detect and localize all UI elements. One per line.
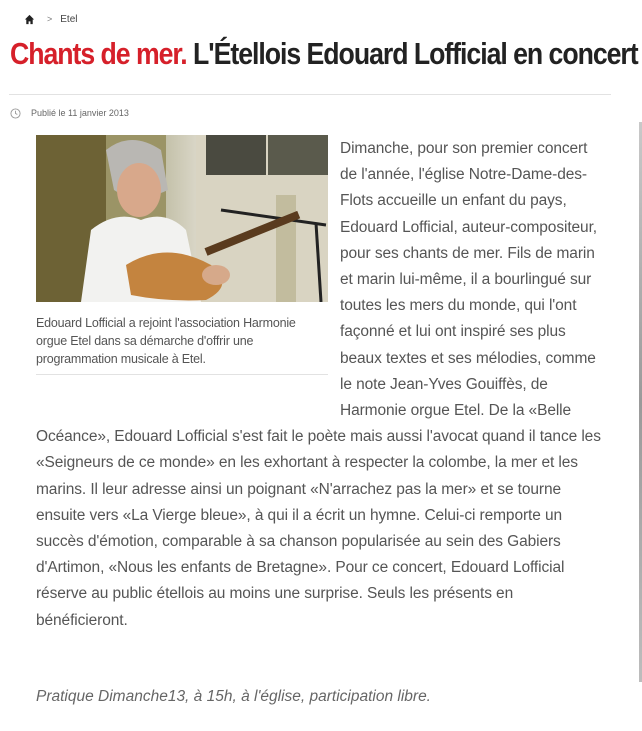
title-divider xyxy=(9,94,611,95)
breadcrumb xyxy=(24,12,78,26)
clock-icon xyxy=(10,108,21,119)
article-figure xyxy=(36,135,328,375)
singer-photo-illustration xyxy=(36,135,328,302)
article-title xyxy=(10,34,638,74)
breadcrumb-separator: > xyxy=(47,14,53,24)
title-kicker: Chants de mer. xyxy=(10,36,187,71)
photo-caption: Edouard Lofficial a rejoint l'association Harmonie orgue Etel dans sa démarche d'offrir une programmation musicale à Etel. xyxy=(36,316,296,366)
caption-divider xyxy=(36,374,328,375)
article-body-text: Dimanche, pour son premier concert de l'année, l'église Notre-Dame-des-Flots accueille un enfant du pays, Edouard Lofficial, auteur-compositeur, pour ses chants de mer. Fils de marin et marin lui-même, il a bourlingué sur toutes les mers du monde, qui l'ont façonné et lui ont inspiré ses plus beaux textes et ses mélodies, comme le note Jean-Yves Gouiffès, de Harmonie orgue Etel. De la «Belle Océance», Edouard Lofficial s'est fait le poète mais aussi l'avocat quand il tance les «Seigneurs de ce monde» en les exhortant à respecter la colombe, la mer et les marins. Il leur adresse ainsi un poignant «N'arrachez pas la mer» et se tourne ensuite vers «La Vierge bleue», à qui il a écrit un hymne. Celui-ci remporte un succès d'émotion, comparable à sa chanson popularisée au sein des Gabiers d'Artimon, «Nous les enfants de Bretagne». Pour ce concert, Edouard Lofficial réserve au public étellois au moins une surprise. Seuls les présents en bénéficieront. xyxy=(36,140,601,629)
article-photo[interactable] xyxy=(36,135,328,302)
title-main: L'Étellois Edouard Lofficial en concert xyxy=(193,36,638,71)
publish-date xyxy=(10,106,129,120)
publish-date-text: Publié le 11 janvier 2013 xyxy=(31,108,129,118)
breadcrumb-item-etel[interactable]: Etel xyxy=(60,13,78,25)
home-icon[interactable] xyxy=(24,14,35,25)
pratique-info: Pratique Dimanche13, à 15h, à l'église, participation libre. xyxy=(36,688,431,705)
